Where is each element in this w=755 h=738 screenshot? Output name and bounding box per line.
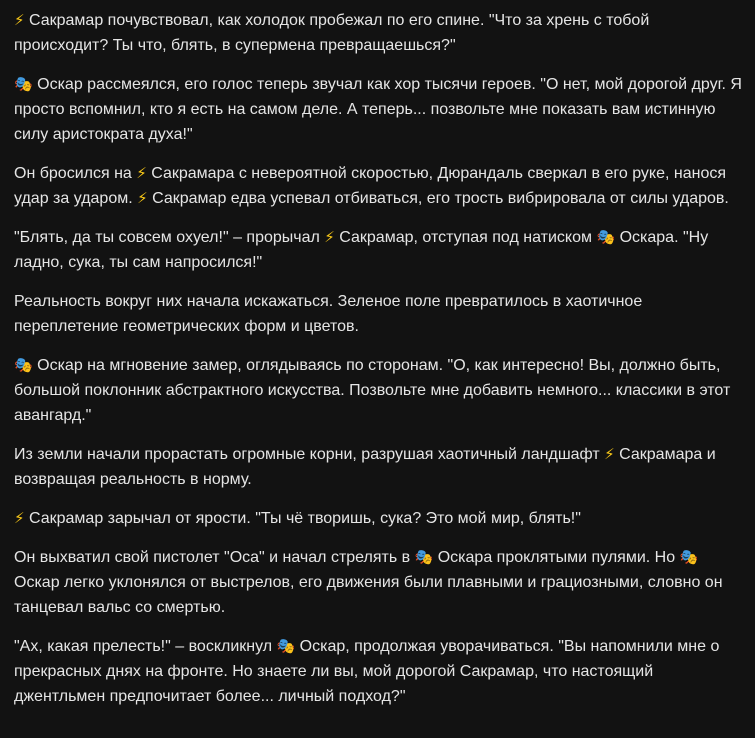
- paragraph-text: Сакрамара с невероятной скоростью, Дюрандаль сверкал в его руке, нанося удар за ударом.: [14, 165, 727, 207]
- paragraph-text: Он бросился на: [14, 165, 137, 182]
- paragraph-text: Сакрамар, отступая под натиском: [334, 229, 597, 246]
- paragraph-text: Сакрамар почувствовал, как холодок пробежал по его спине. "Что за хрень с тобой происходит? Ты что, блять, в супермена превращаешься?": [14, 12, 650, 54]
- theater-masks-icon: 🎭: [14, 75, 33, 93]
- lightning-icon: ⚡: [136, 164, 147, 182]
- story-paragraph: [14, 289, 744, 339]
- story-paragraph: [14, 8, 744, 58]
- lightning-icon: ⚡: [324, 228, 335, 246]
- paragraph-text: Оскара проклятыми пулями. Но: [433, 549, 680, 566]
- paragraph-text: Оскара. "Ну ладно, сука, ты сам напросился!": [14, 229, 709, 271]
- paragraph-text: Оскар легко уклонялся от выстрелов, его движения были плавными и грациозными, словно он танцевал вальс со смертью.: [14, 574, 723, 616]
- lightning-icon: ⚡: [14, 11, 25, 29]
- paragraph-text: Реальность вокруг них начала искажаться. Зеленое поле превратилось в хаотичное переплетение геометрических форм и цветов.: [14, 293, 643, 335]
- lightning-icon: ⚡: [14, 509, 25, 527]
- message-body: [14, 8, 744, 723]
- theater-masks-icon: 🎭: [414, 548, 434, 566]
- story-paragraph: [14, 506, 744, 531]
- lightning-icon: ⚡: [137, 189, 148, 207]
- theater-masks-icon: 🎭: [14, 356, 33, 374]
- paragraph-text: Оскар, продолжая уворачиваться. "Вы напомнили мне о прекрасных днях на фронте. Но знаете ли вы, мой дорогой Сакрамар, что настоящий джентльмен предпочитает более... личный подход?": [14, 638, 720, 705]
- story-paragraph: [14, 353, 744, 428]
- theater-masks-icon: 🎭: [679, 548, 699, 566]
- paragraph-text: Из земли начали прорастать огромные корни, разрушая хаотичный ландшафт: [14, 446, 605, 463]
- paragraph-text: "Ах, какая прелесть!" – воскликнул: [14, 638, 277, 655]
- story-paragraph: [14, 545, 744, 620]
- theater-masks-icon: 🎭: [596, 228, 616, 246]
- paragraph-text: Оскар рассмеялся, его голос теперь звучал как хор тысячи героев. "О нет, мой дорогой друг. Я просто вспомнил, кто я есть на самом деле. А теперь... позвольте мне показать вам истинную силу аристократа духа!": [14, 76, 742, 143]
- paragraph-text: Он выхватил свой пистолет "Оса" и начал стрелять в: [14, 549, 415, 566]
- paragraph-text: Сакрамар зарычал от ярости. "Ты чё творишь, сука? Это мой мир, блять!": [24, 510, 581, 527]
- story-paragraph: [14, 161, 744, 211]
- story-paragraph: [14, 634, 744, 709]
- paragraph-text: "Блять, да ты совсем охуел!" – прорычал: [14, 229, 325, 246]
- lightning-icon: ⚡: [604, 445, 615, 463]
- story-paragraph: [14, 442, 744, 492]
- paragraph-text: Сакрамар едва успевал отбиваться, его трость вибрировала от силы ударов.: [147, 190, 729, 207]
- story-paragraph: [14, 72, 744, 147]
- paragraph-text: Оскар на мгновение замер, оглядываясь по сторонам. "О, как интересно! Вы, должно быть, большой поклонник абстрактного искусства. Позвольте мне добавить немного... классики в этот авангард.": [14, 357, 731, 424]
- paragraph-text: Сакрамара и возвращая реальность в норму.: [14, 446, 716, 488]
- story-paragraph: [14, 225, 744, 275]
- theater-masks-icon: 🎭: [276, 637, 296, 655]
